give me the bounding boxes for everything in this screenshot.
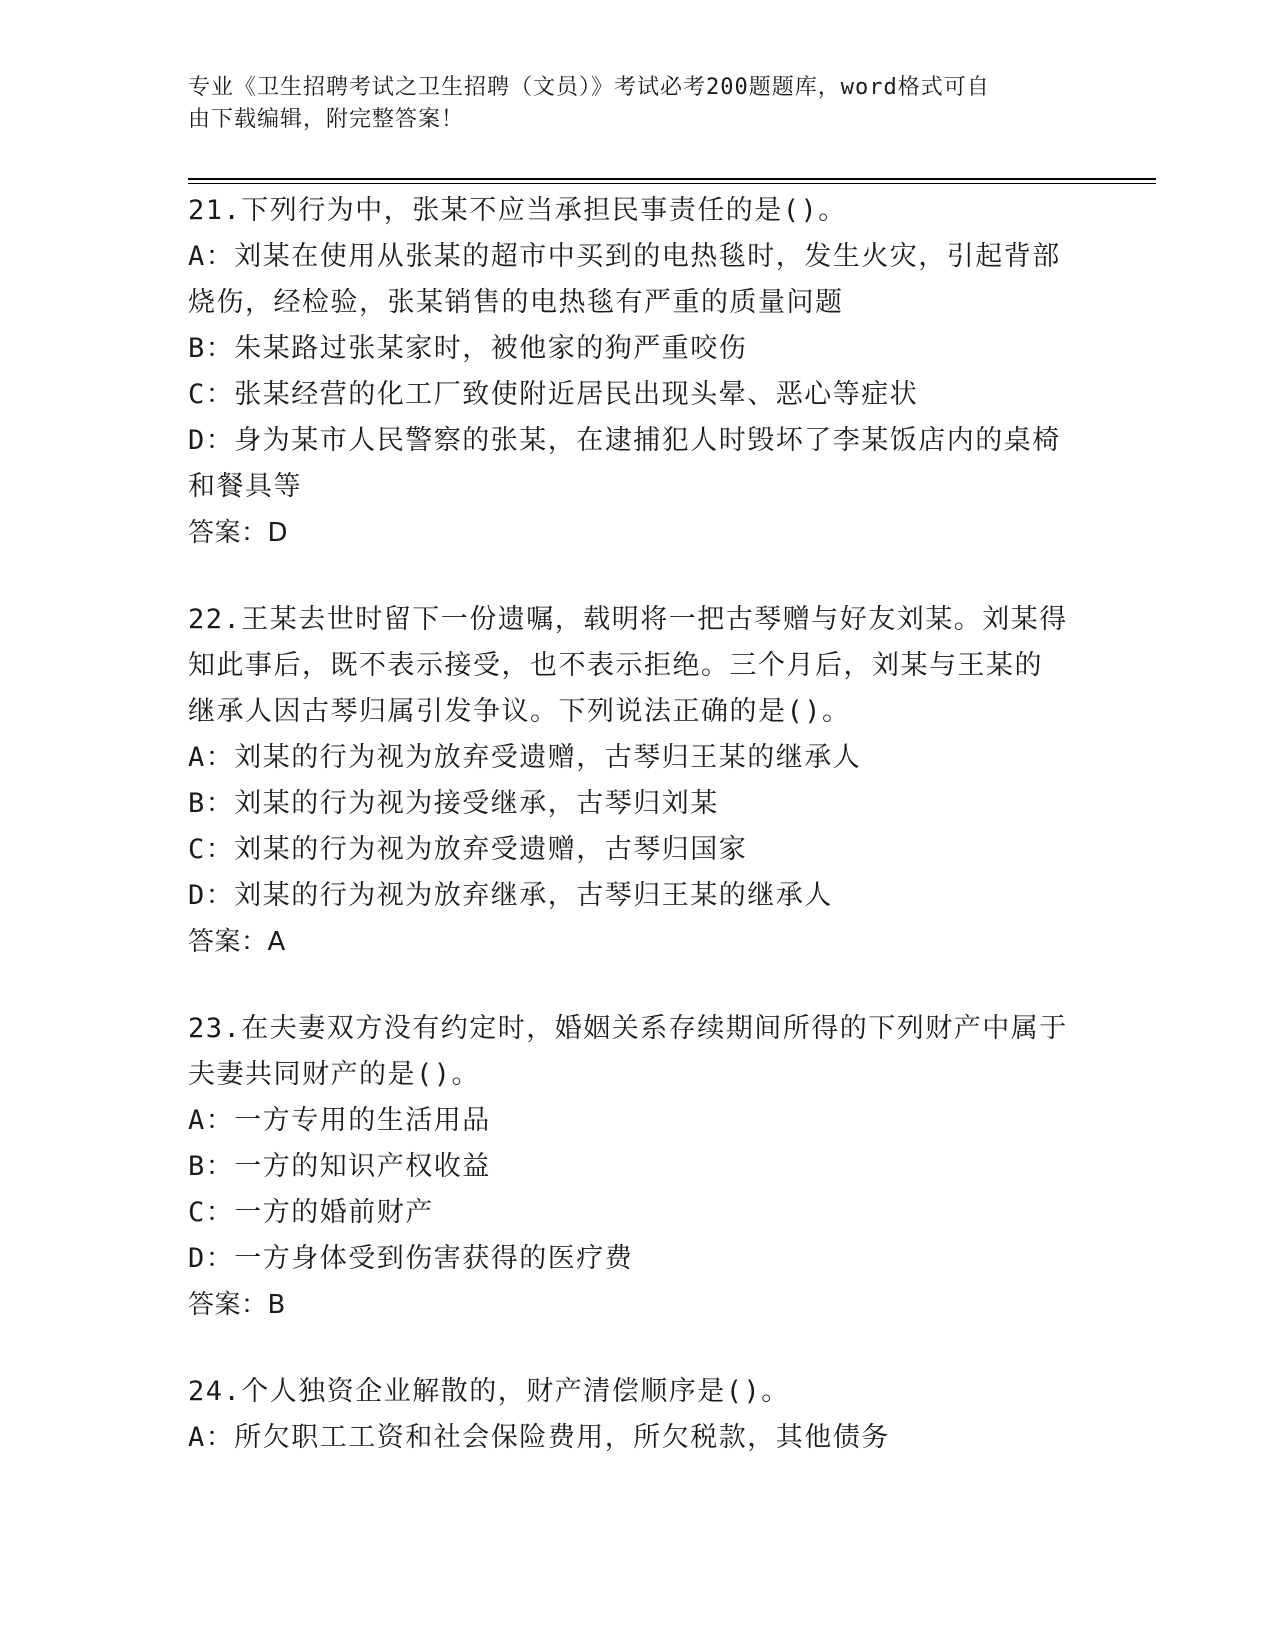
answer-key: 答案：A [188,927,286,957]
answer-option [188,1415,1088,1461]
header-line-1: 专业《卫生招聘考试之卫生招聘（文员）》考试必考200题题库，word格式可自 [188,75,990,100]
question-spacer [188,1328,1088,1369]
answer-option-line: B：一方的知识产权收益 [188,1151,491,1182]
answer-option [188,418,1088,510]
answer-option [188,1236,1088,1282]
answer-option-line: C：一方的婚前财产 [188,1197,434,1228]
question-spacer [188,556,1088,597]
question-stem-line: 夫妻共同财产的是()。 [188,1059,481,1090]
question-stem-line: 22.王某去世时留下一份遗嘱，载明将一把古琴赠与好友刘某。刘某得 [188,604,1068,635]
answer-option [188,372,1088,418]
question-list [188,188,1088,1461]
answer-key: 答案：B [188,1290,286,1320]
question-stem-line: 知此事后，既不表示接受，也不表示拒绝。三个月后，刘某与王某的 [188,650,1043,681]
answer-option [188,1098,1088,1144]
answer-key: 答案：D [188,518,289,548]
header-divider-thick [188,178,1156,180]
answer-option [188,1190,1088,1236]
document-header [188,72,1088,136]
answer-option [188,1144,1088,1190]
answer-option-line: A：刘某的行为视为放弃受遗赠，古琴归王某的继承人 [188,742,862,773]
question-block [188,1369,1088,1461]
answer-option [188,873,1088,919]
answer-option-line: A：刘某在使用从张某的超市中买到的电热毯时，发生火灾，引起背部 [188,241,1061,272]
answer-option-line: C：张某经营的化工厂致使附近居民出现头晕、恶心等症状 [188,379,919,410]
header-line-2: 由下载编辑，附完整答案！ [188,107,465,132]
answer-option-line: A：一方专用的生活用品 [188,1105,491,1136]
question-stem-line: 23.在夫妻双方没有约定时，婚姻关系存续期间所得的下列财产中属于 [188,1013,1068,1044]
answer-option [188,326,1088,372]
question-stem-line: 24.个人独资企业解散的，财产清偿顺序是()。 [188,1376,790,1407]
answer-option-line: 烧伤，经检验，张某销售的电热毯有严重的质量问题 [188,287,844,318]
answer-option-line: D：刘某的行为视为放弃继承，古琴归王某的继承人 [188,880,833,911]
answer-option [188,827,1088,873]
question-stem-line: 继承人因古琴归属引发争议。下列说法正确的是()。 [188,696,851,727]
answer-option [188,735,1088,781]
header-divider-thin [188,183,1156,184]
question-stem-line: 21.下列行为中，张某不应当承担民事责任的是()。 [188,195,847,226]
answer-option-line: D：一方身体受到伤害获得的医疗费 [188,1243,634,1274]
answer-option-line: C：刘某的行为视为放弃受遗赠，古琴归国家 [188,834,748,865]
answer-option-line: B：刘某的行为视为接受继承，古琴归刘某 [188,788,719,819]
answer-option-line: D：身为某市人民警察的张某，在逮捕犯人时毁坏了李某饭店内的桌椅 [188,425,1061,456]
question-block [188,1006,1088,1369]
answer-option [188,234,1088,326]
question-block [188,597,1088,1006]
question-block [188,188,1088,597]
answer-option [188,781,1088,827]
question-spacer [188,965,1088,1006]
answer-option-line: A：所欠职工工资和社会保险费用，所欠税款，其他债务 [188,1422,890,1453]
answer-option-line: 和餐具等 [188,471,302,502]
answer-option-line: B：朱某路过张某家时，被他家的狗严重咬伤 [188,333,748,364]
